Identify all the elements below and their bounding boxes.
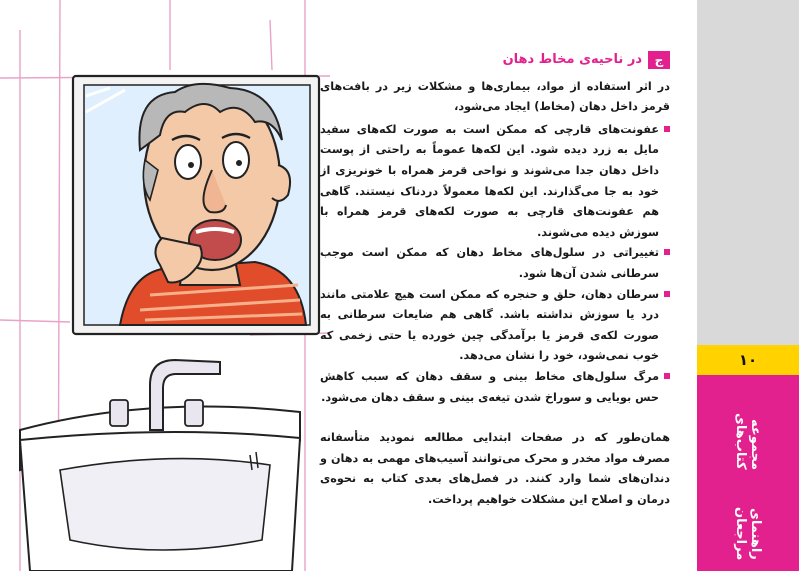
bullet-list [320, 120, 670, 408]
list-item: تغییراتی در سلول‌های مخاط دهان که ممکن است موجب سرطانی شدن آن‌ها شود. [320, 243, 670, 284]
list-item: سرطان دهان، حلق و حنجره که ممکن است هیچ علامتی مانند درد یا سوزش نداشته باشد. گاهی هم ضایعات سرطانی به صورت لکه‌ی قرمز یا برآمدگی چین خورده یا حتی زخمی که خوب نمی‌شود، خود را نشان می‌دهد. [320, 285, 670, 367]
list-item: مرگ سلول‌های مخاط بینی و سقف دهان که سبب کاهش حس بویایی و سوراخ شدن تیغه‌ی بینی و سقف دهان می‌شود. [320, 367, 670, 408]
closing-paragraph: همان‌طور که در صفحات ابتدایی مطالعه نمودید متأسفانه مصرف مواد مخدر و محرک می‌توانند آسیب‌های مهمی به دهان و دندان‌های شما وارد کنند. در فصل‌های بعدی کتاب به نحوه‌ی درمان و اصلاح این مشکلات خواهیم پرداخت. [320, 431, 670, 506]
section-badge: ج [648, 51, 670, 69]
section-heading [320, 50, 670, 71]
sink [20, 360, 300, 571]
series-title-line1: مجموعه کتاب‌های [733, 413, 763, 471]
section-title: در ناحیه‌ی مخاط دهان [502, 52, 642, 67]
list-item: عفونت‌های قارچی که ممکن است به صورت لکه‌های سفید مایل به زرد دیده شود. این لکه‌ها عموماً به راحتی از پوست داخل دهان جدا می‌شوند و نواحی قرمز همراه با خونریزی از خود به جا می‌گذارند. این لکه‌ها معمولاً دردناک نیستند. گاهی هم عفونت‌های قارچی به صورت لکه‌های قرمز همراه با سوزش دیده می‌شوند. [320, 120, 670, 244]
series-title-line2: راهنمای مراجعان [733, 506, 763, 560]
cartoon-illustration [0, 0, 330, 571]
page-number: ۱۰ [697, 345, 799, 375]
main-text-column [320, 50, 670, 510]
series-title [697, 380, 799, 560]
intro-paragraph: در اثر استفاده از مواد، بیماری‌ها و مشکلات زیر در بافت‌های قرمز داخل دهان (مخاط) ایجاد می‌شود، [320, 79, 670, 114]
